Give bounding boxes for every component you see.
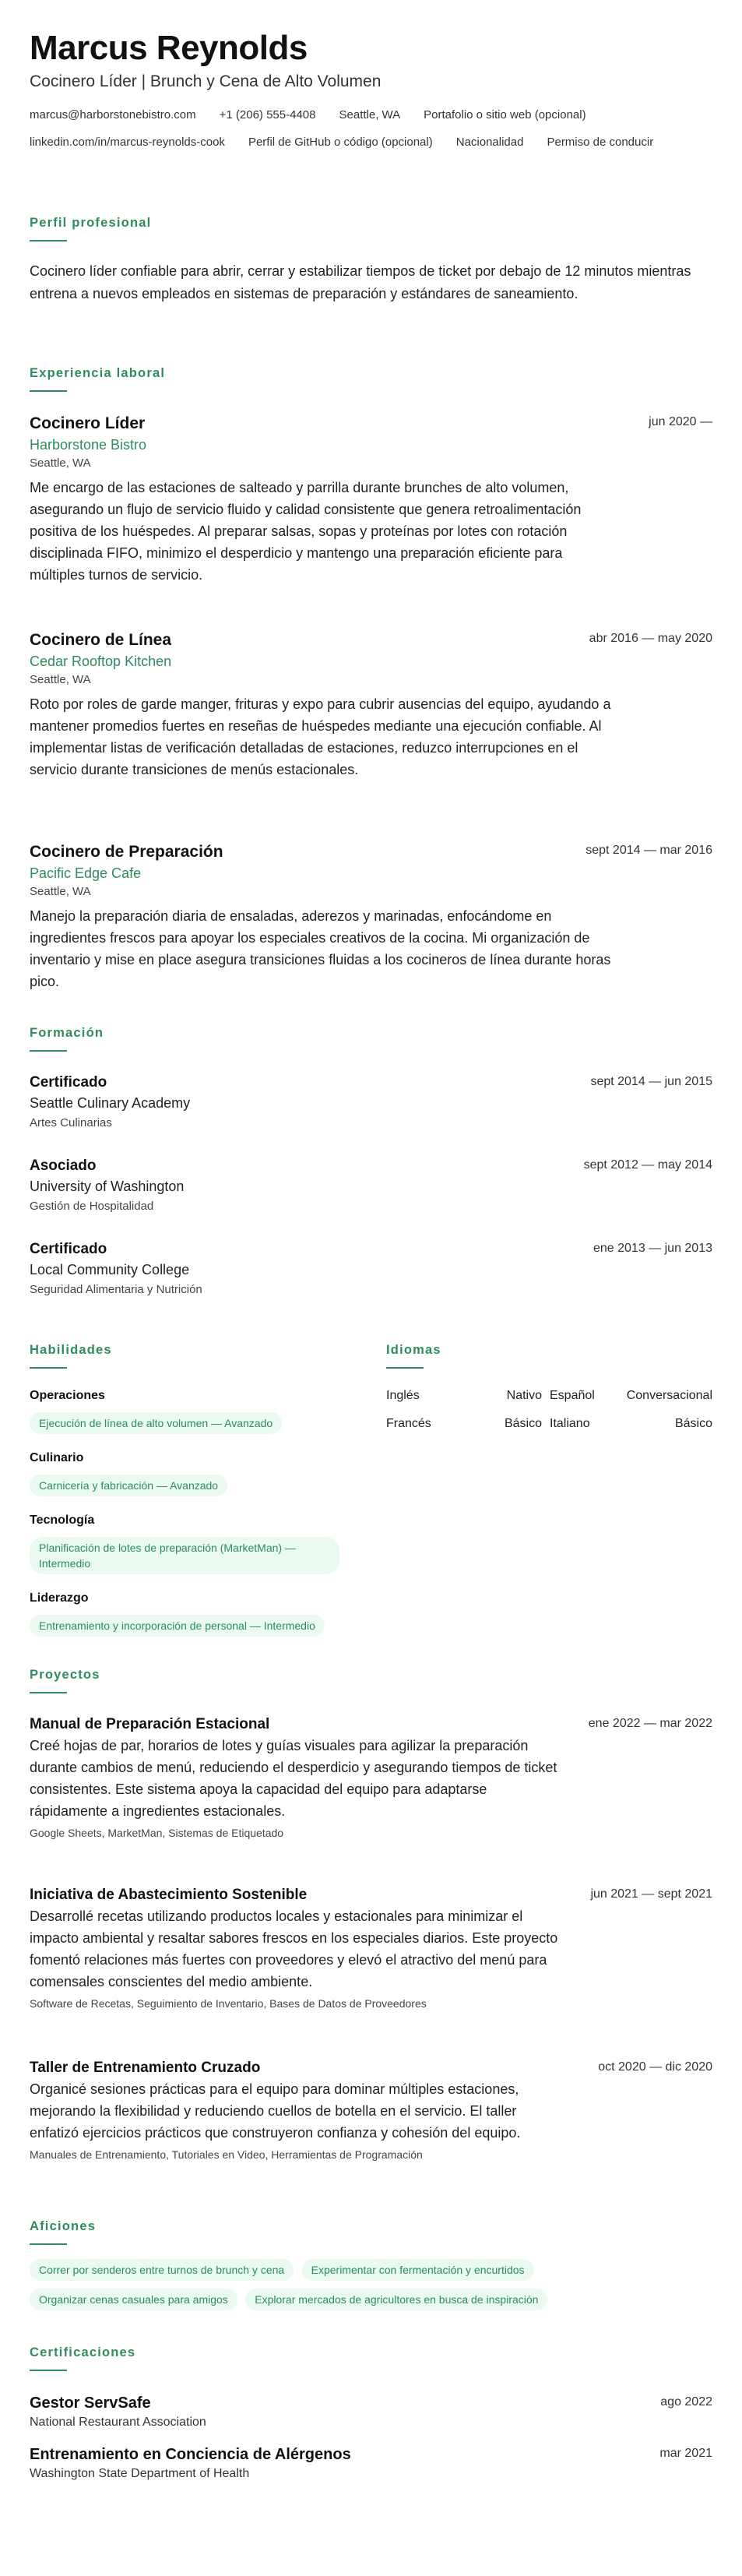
skills-section xyxy=(30,1342,372,1637)
job-title: Cocinero Líder xyxy=(30,414,146,432)
language-name: Inglés xyxy=(386,1389,420,1402)
contact-linkedin[interactable]: linkedin.com/in/marcus-reynolds-cook xyxy=(30,136,225,149)
degree: Certificado xyxy=(30,1074,107,1091)
resume-header xyxy=(30,28,712,162)
job-title: Cocinero de Línea xyxy=(30,631,172,649)
section-divider xyxy=(30,2243,67,2245)
language-name: Italiano xyxy=(550,1417,590,1430)
education-dates: sept 2014 — jun 2015 xyxy=(590,1075,712,1088)
project-dates: jun 2021 — sept 2021 xyxy=(590,1887,712,1901)
job-dates: jun 2020 — xyxy=(649,415,712,428)
languages-section xyxy=(386,1342,712,1434)
section-divider xyxy=(30,390,67,392)
language-level: Conversacional xyxy=(626,1389,712,1402)
contact-location: Seattle, WA xyxy=(339,108,401,122)
certification-issuer: Washington State Department of Health xyxy=(30,2467,250,2480)
school: University of Washington xyxy=(30,1179,185,1194)
job-description: Roto por roles de garde manger, frituras y expo para cubrir ausencias del equipo, ayudando a mantener promedios fuertes en reseñas de huéspedes mediante una ejecución confiable. Al implementar listas de verificación detalladas de estaciones, reduzco interrupciones en el servicio durante transiciones de menús estacionales. xyxy=(30,696,611,777)
certification-entry xyxy=(30,2444,712,2483)
experience-entry xyxy=(30,629,712,781)
section-title-profile: Perfil profesional xyxy=(30,216,152,230)
skill-chip: Carnicería y fabricación — Avanzado xyxy=(30,1475,227,1496)
section-title-education: Formación xyxy=(30,1026,104,1040)
project-description: Desarrollé recetas utilizando productos locales y estacionales para minimizar el impacto ambiental y resaltar sabores frescos en los especiales diarios. Este proyecto fomentó relaciones más fuertes con proveedores y elevó el atractivo del menú para comensales conscientes del medio ambiente. xyxy=(30,1908,558,1989)
profile-section xyxy=(30,215,712,305)
project-tech: Software de Recetas, Seguimiento de Inventario, Bases de Datos de Proveedores xyxy=(30,1997,427,2010)
contact-github[interactable]: Perfil de GitHub o código (opcional) xyxy=(248,136,433,149)
certification-entry xyxy=(30,2393,712,2431)
education-entry xyxy=(30,1156,712,1215)
hobby-chip: Correr por senderos entre turnos de brunch y cena xyxy=(30,2259,294,2281)
section-title-certifications: Certificaciones xyxy=(30,2345,136,2359)
project-dates: oct 2020 — dic 2020 xyxy=(598,2060,712,2074)
skill-chip: Entrenamiento y incorporación de personal — Intermedio xyxy=(30,1615,325,1637)
experience-entry xyxy=(30,841,712,992)
section-divider xyxy=(30,2370,67,2371)
certification-date: mar 2021 xyxy=(659,2447,712,2460)
education-section xyxy=(30,1025,712,1052)
job-location: Seattle, WA xyxy=(30,885,91,898)
profile-summary: Cocinero líder confiable para abrir, cerrar y estabilizar tiempos de ticket por debajo de 12 minutos mientras entrena a nuevos empleados en sistemas de preparación y estándares de saneamiento. xyxy=(30,263,691,301)
job-title: Cocinero de Preparación xyxy=(30,843,223,861)
section-divider xyxy=(30,240,67,241)
certification-issuer: National Restaurant Association xyxy=(30,2416,206,2429)
certification-name: Gestor ServSafe xyxy=(30,2395,151,2412)
language-level: Básico xyxy=(674,1417,712,1430)
project-tech: Manuales de Entrenamiento, Tutoriales en Video, Herramientas de Programación xyxy=(30,2148,423,2161)
education-entry xyxy=(30,1239,712,1299)
hobby-chips xyxy=(30,2251,712,2310)
skill-group xyxy=(30,1387,372,1434)
degree: Asociado xyxy=(30,1158,97,1174)
candidate-name: Marcus Reynolds xyxy=(30,29,308,67)
section-title-skills: Habilidades xyxy=(30,1343,112,1357)
skill-group xyxy=(30,1450,372,1496)
skill-chip: Ejecución de línea de alto volumen — Avanzado xyxy=(30,1412,282,1434)
job-company: Cedar Rooftop Kitchen xyxy=(30,654,172,669)
project-entry xyxy=(30,1885,712,2011)
project-description: Creé hojas de par, horarios de lotes y guías visuales para agilizar la preparación durante cambios de menú, reduciendo el desperdicio y asegurando tiempos de ticket consistentes. Este sistema apoya la capacidad del equipo para adaptarse rápidamente a ingredientes estacionales. xyxy=(30,1738,557,1819)
project-entry xyxy=(30,1714,712,1841)
education-dates: sept 2012 — may 2014 xyxy=(583,1158,712,1172)
contact-nationality: Nacionalidad xyxy=(455,136,524,149)
language-level: Básico xyxy=(504,1417,542,1430)
contact-email[interactable]: marcus@harborstonebistro.com xyxy=(30,108,196,122)
project-name: Manual de Preparación Estacional xyxy=(30,1716,270,1732)
contact-website[interactable]: Portafolio o sitio web (opcional) xyxy=(424,108,586,122)
school: Seattle Culinary Academy xyxy=(30,1095,191,1111)
skill-category: Operaciones xyxy=(30,1389,105,1402)
education-dates: ene 2013 — jun 2013 xyxy=(593,1242,712,1255)
section-divider xyxy=(30,1050,67,1052)
language-list xyxy=(386,1387,712,1434)
section-divider xyxy=(30,1367,67,1369)
skill-category: Liderazgo xyxy=(30,1591,89,1605)
certifications-section xyxy=(30,2345,712,2371)
section-title-languages: Idiomas xyxy=(386,1343,441,1357)
section-title-projects: Proyectos xyxy=(30,1668,100,1682)
language-level: Nativo xyxy=(506,1389,542,1402)
project-tech: Google Sheets, MarketMan, Sistemas de Etiquetado xyxy=(30,1827,284,1839)
job-company: Harborstone Bistro xyxy=(30,437,147,453)
section-divider xyxy=(30,1692,67,1693)
candidate-headline: Cocinero Líder | Brunch y Cena de Alto Volumen xyxy=(30,72,382,90)
language-name: Francés xyxy=(386,1417,431,1430)
school: Local Community College xyxy=(30,1262,190,1277)
skill-chip: Planificación de lotes de preparación (MarketMan) — Intermedio xyxy=(30,1537,339,1574)
section-title-hobbies: Aficiones xyxy=(30,2219,97,2233)
certification-date: ago 2022 xyxy=(660,2395,712,2409)
skill-group xyxy=(30,1590,372,1637)
section-title-experience: Experiencia laboral xyxy=(30,366,166,380)
job-location: Seattle, WA xyxy=(30,456,91,470)
contact-phone[interactable]: +1 (206) 555-4408 xyxy=(219,108,316,122)
language-row xyxy=(386,1415,712,1434)
field-of-study: Artes Culinarias xyxy=(30,1116,112,1129)
project-name: Iniciativa de Abastecimiento Sostenible xyxy=(30,1887,308,1903)
field-of-study: Seguridad Alimentaria y Nutrición xyxy=(30,1283,202,1296)
skill-group xyxy=(30,1512,372,1574)
job-description: Me encargo de las estaciones de salteado y parrilla durante brunches de alto volumen, asegurando un flujo de servicio fluido y calidad consistente que genera retroalimentación positiva de los huéspedes. Al preparar salsas, sopas y proteínas por lotes con rotación disciplinada FIFO, minimizo el desperdicio y mantengo una preparación eficiente para múltiples turnos de servicio. xyxy=(30,480,582,583)
contact-list xyxy=(30,107,712,162)
field-of-study: Gestión de Hospitalidad xyxy=(30,1200,154,1213)
hobbies-section xyxy=(30,2218,712,2310)
job-dates: sept 2014 — mar 2016 xyxy=(586,844,712,857)
contact-license: Permiso de conducir xyxy=(547,136,654,149)
experience-entry xyxy=(30,413,712,586)
education-entry xyxy=(30,1073,712,1132)
job-company: Pacific Edge Cafe xyxy=(30,865,142,881)
skills-languages-row xyxy=(30,1342,712,1669)
certification-name: Entrenamiento en Conciencia de Alérgenos xyxy=(30,2446,351,2463)
skill-category: Tecnología xyxy=(30,1514,95,1527)
degree: Certificado xyxy=(30,1241,107,1257)
project-dates: ene 2022 — mar 2022 xyxy=(588,1717,712,1730)
skill-category: Culinario xyxy=(30,1451,84,1464)
projects-section xyxy=(30,1667,712,1693)
project-name: Taller de Entrenamiento Cruzado xyxy=(30,2060,261,2076)
project-entry xyxy=(30,2058,712,2162)
job-description: Manejo la preparación diaria de ensaladas, aderezos y marinadas, enfocándome en ingredientes frescos para apoyar los especiales creativos de la cocina. Mi organización de inventario y mise en place asegura transiciones fluidas a los cocineros de línea durante horas pico. xyxy=(30,908,611,989)
hobby-chip: Explorar mercados de agricultores en busca de inspiración xyxy=(245,2289,547,2310)
experience-section xyxy=(30,365,712,392)
project-description: Organicé sesiones prácticas para el equipo para dominar múltiples estaciones, mejorando la flexibilidad y reduciendo cuellos de botella en el servicio. El taller enfatizó ejercicios prácticos que construyeron confianza y cohesión del equipo. xyxy=(30,2081,521,2141)
hobby-chip: Organizar cenas casuales para amigos xyxy=(30,2289,237,2310)
language-name: Español xyxy=(550,1389,595,1402)
language-row xyxy=(386,1387,712,1406)
section-divider xyxy=(386,1367,424,1369)
hobby-chip: Experimentar con fermentación y encurtidos xyxy=(302,2259,534,2281)
job-dates: abr 2016 — may 2020 xyxy=(589,632,712,645)
job-location: Seattle, WA xyxy=(30,673,91,686)
